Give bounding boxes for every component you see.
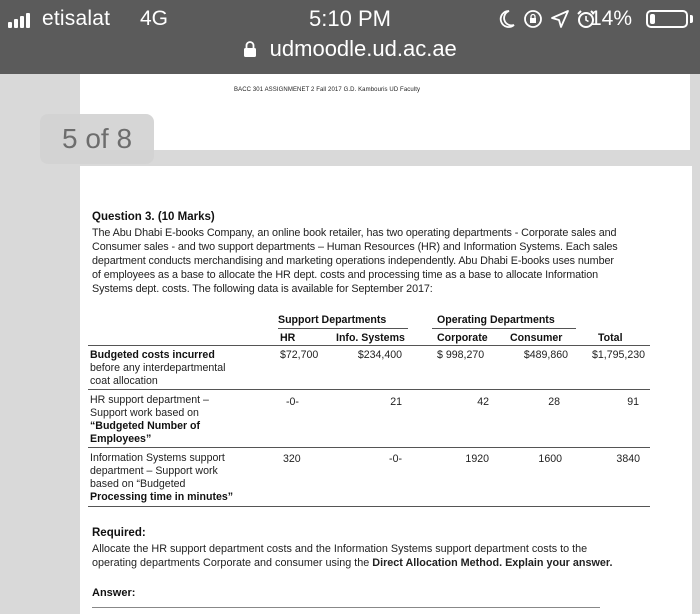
row-label-line: coat allocation xyxy=(90,375,158,387)
operating-header-underline xyxy=(432,328,576,329)
address-bar[interactable] xyxy=(0,36,700,70)
row-label-line: department – Support work xyxy=(90,465,218,477)
column-header-info-systems: Info. Systems xyxy=(336,332,405,344)
required-text-line: operating departments Corporate and consumer using the Direct Allocation Method. Explain your answer. xyxy=(92,557,613,569)
row-label-line: Processing time in minutes” xyxy=(90,491,234,503)
location-arrow-icon xyxy=(550,9,570,29)
row-label-line: Budgeted costs incurred xyxy=(90,349,215,361)
table-rule xyxy=(88,506,650,507)
required-text-line: Allocate the HR support department costs and the Information Systems support department costs to the xyxy=(92,543,588,555)
column-header-consumer: Consumer xyxy=(510,332,563,344)
question-title: Question 3. (10 Marks) xyxy=(92,211,215,223)
cell-info-systems: $234,400 xyxy=(357,349,402,361)
table-rule xyxy=(88,447,650,448)
question-text-line: department conducts merchandising and marketing operations independently. Abu Dhabi E-books uses number xyxy=(92,255,614,267)
cell-hr: $72,700 xyxy=(280,349,319,361)
cell-corporate: $ 998,270 xyxy=(437,349,485,361)
cell-consumer: 28 xyxy=(548,396,560,408)
carrier-name: etisalat xyxy=(42,7,111,30)
answer-label: Answer: xyxy=(92,587,136,599)
table-rule xyxy=(88,389,650,390)
cell-total: 91 xyxy=(627,396,639,408)
url-text[interactable]: udmoodle.ud.ac.ae xyxy=(269,36,457,61)
cell-hr: 320 xyxy=(283,453,301,465)
clock: 5:10 PM xyxy=(309,6,391,31)
row-label-line: before any interdepartmental xyxy=(90,362,226,374)
moon-icon xyxy=(498,9,516,29)
rotation-lock-icon xyxy=(522,9,544,29)
cell-consumer: 1600 xyxy=(538,453,562,465)
row-label-line: Information Systems support xyxy=(90,452,225,464)
column-header-hr: HR xyxy=(280,332,296,344)
battery-level-fill xyxy=(650,14,655,24)
cell-consumer: $489,860 xyxy=(523,349,568,361)
operating-departments-header: Operating Departments xyxy=(437,314,555,326)
question-text-line: The Abu Dhabi E-books Company, an online book retailer, has two operating departments - Corporate sales and xyxy=(92,227,617,239)
cell-total: 3840 xyxy=(616,453,640,465)
running-header: BACC 301 ASSIGNMENET 2 Fall 2017 G.D. Kambouris UD Faculty xyxy=(234,87,421,93)
row-label-line: “Budgeted Number of xyxy=(90,420,201,432)
cell-corporate: 42 xyxy=(477,396,489,408)
question-text-line: Consumer sales - and two support departments – Human Resources (HR) and Information Systems. Each sales xyxy=(92,241,618,253)
status-bar xyxy=(0,0,700,36)
cell-info-systems: -0- xyxy=(389,453,402,465)
cell-info-systems: 21 xyxy=(390,396,402,408)
page-indicator: 5 of 8 xyxy=(40,114,154,164)
support-header-underline xyxy=(278,328,408,329)
browser-chrome xyxy=(0,0,700,74)
support-departments-header: Support Departments xyxy=(278,314,387,326)
table-rule xyxy=(88,345,650,346)
previous-page-bottom xyxy=(80,74,690,150)
row-label-line: HR support department – xyxy=(90,394,209,406)
required-title: Required: xyxy=(92,527,146,539)
cell-total: $1,795,230 xyxy=(591,349,645,361)
cell-hr: -0- xyxy=(286,396,299,408)
network-type: 4G xyxy=(140,7,169,30)
row-label-line: Employees” xyxy=(90,433,152,445)
column-header-total: Total xyxy=(598,332,623,344)
cell-corporate: 1920 xyxy=(465,453,489,465)
column-header-corporate: Corporate xyxy=(437,332,488,344)
battery-percentage: 14% xyxy=(590,7,633,30)
question-text-line: Systems dept. costs. The following data is available for September 2017: xyxy=(92,283,433,295)
answer-line xyxy=(92,607,600,608)
row-label-line: Support work based on xyxy=(90,407,199,419)
question-text-line: of employees as a base to allocate the HR dept. costs and processing time as a base to allocate Information xyxy=(92,269,599,281)
battery-nub xyxy=(690,15,693,23)
lock-icon xyxy=(243,40,257,58)
row-label-line: based on “Budgeted xyxy=(90,478,186,490)
battery-icon xyxy=(646,10,688,28)
